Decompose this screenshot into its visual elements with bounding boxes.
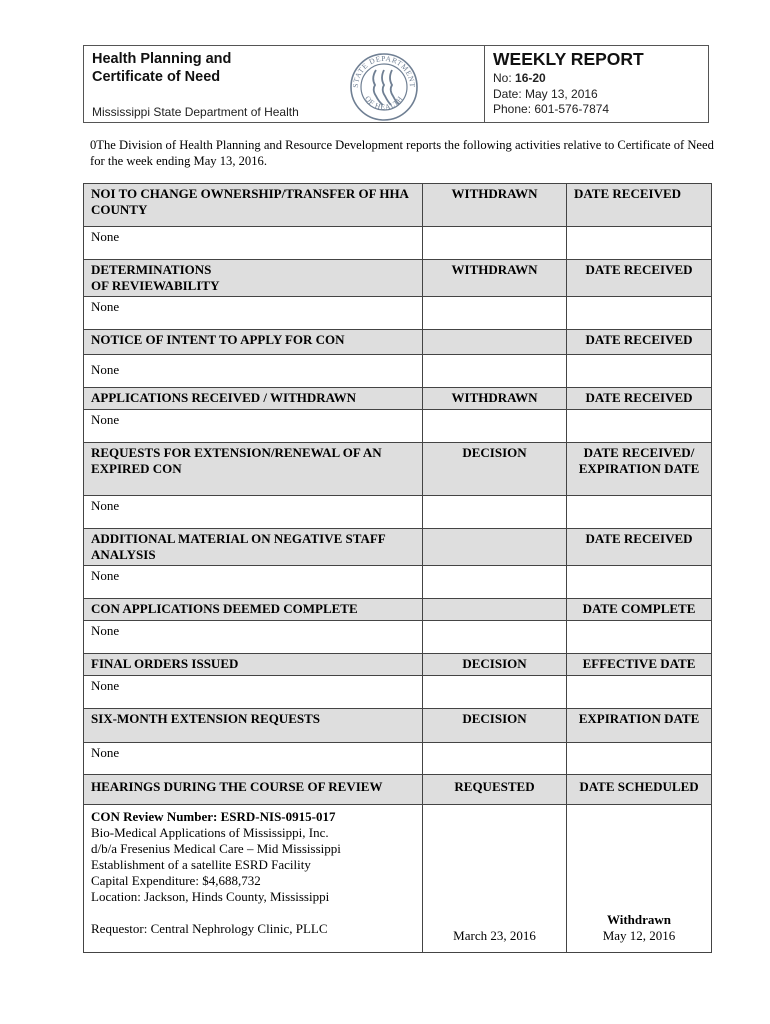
applicant-dba: d/b/a Fresenius Medical Care – Mid Mississippi (91, 841, 341, 856)
empty-cell (423, 297, 567, 330)
section-header-row (84, 529, 712, 566)
section-body-row (84, 410, 712, 443)
spacer (91, 905, 415, 921)
office-title-line2: Certificate of Need (92, 69, 221, 85)
empty-cell (423, 621, 567, 654)
section-col3-header: DATE RECEIVED/ EXPIRATION DATE (567, 443, 712, 496)
empty-cell (567, 496, 712, 529)
section-col3-header: DATE RECEIVED (567, 529, 712, 566)
section-header-row (84, 260, 712, 297)
report-header (83, 45, 709, 123)
section-col2-header: DECISION (423, 709, 567, 743)
state-health-seal-logo (349, 52, 419, 122)
requested-date: March 23, 2016 (423, 805, 567, 953)
empty-cell (423, 676, 567, 709)
section-title: SIX-MONTH EXTENSION REQUESTS (84, 709, 423, 743)
empty-cell (423, 410, 567, 443)
section-col3-header: DATE SCHEDULED (567, 775, 712, 805)
requestor: Requestor: Central Nephrology Clinic, PLLC (91, 921, 328, 936)
empty-cell (567, 566, 712, 599)
project-location: Location: Jackson, Hinds County, Mississippi (91, 889, 330, 904)
section-body-text: None (84, 566, 423, 599)
seal-text-top: STATE DEPARTMENT (350, 53, 418, 89)
section-body-row (84, 496, 712, 529)
section-body-text: None (84, 676, 423, 709)
section-title (84, 260, 423, 297)
section-title-line: OF REVIEWABILITY (91, 278, 220, 293)
section-body-text: None (84, 496, 423, 529)
empty-cell (567, 621, 712, 654)
section-col3-header: DATE RECEIVED (567, 260, 712, 297)
section-col2-header: WITHDRAWN (423, 184, 567, 227)
project-description: Establishment of a satellite ESRD Facility (91, 857, 311, 872)
section-body-row (84, 566, 712, 599)
empty-cell (423, 566, 567, 599)
section-body-row (84, 676, 712, 709)
empty-cell (567, 355, 712, 388)
section-col2-header (423, 529, 567, 566)
section-col2-header: REQUESTED (423, 775, 567, 805)
section-header-row (84, 599, 712, 621)
section-body-text: None (84, 410, 423, 443)
capital-expenditure: Capital Expenditure: $4,688,732 (91, 873, 261, 888)
section-header-row (84, 654, 712, 676)
activity-table (83, 183, 712, 953)
report-number (493, 71, 546, 85)
report-number-value: 16-20 (515, 71, 546, 85)
section-col2-header: WITHDRAWN (423, 388, 567, 410)
section-body-text: None (84, 227, 423, 260)
report-title: WEEKLY REPORT (493, 49, 644, 69)
department-name: Mississippi State Department of Health (92, 105, 299, 119)
intro-paragraph: 0The Division of Health Planning and Resource Development reports the following activities relative to Certificate of Need for the week ending May 13, 2016. (90, 138, 714, 168)
empty-cell (567, 410, 712, 443)
empty-cell (567, 227, 712, 260)
section-header-row (84, 184, 712, 227)
section-title: NOI TO CHANGE OWNERSHIP/TRANSFER OF HHA COUNTY (84, 184, 423, 227)
empty-cell (423, 227, 567, 260)
section-header-row (84, 330, 712, 355)
hearing-status-cell (567, 805, 712, 953)
section-title: REQUESTS FOR EXTENSION/RENEWAL OF AN EXPIRED CON (84, 443, 423, 496)
hearing-status: Withdrawn (606, 912, 672, 927)
section-header-row (84, 388, 712, 410)
section-title: FINAL ORDERS ISSUED (84, 654, 423, 676)
review-number: CON Review Number: ESRD-NIS-0915-017 (91, 809, 336, 824)
section-body-row (84, 227, 712, 260)
section-col2-header (423, 330, 567, 355)
section-header-row (84, 443, 712, 496)
section-title: NOTICE OF INTENT TO APPLY FOR CON (84, 330, 423, 355)
hearing-details (84, 805, 423, 953)
seal-text-bottom: OF HEALTH (363, 94, 405, 112)
section-body-row (84, 355, 712, 388)
section-title: APPLICATIONS RECEIVED / WITHDRAWN (84, 388, 423, 410)
section-col3-header: DATE RECEIVED (567, 184, 712, 227)
section-body-row (84, 743, 712, 775)
empty-cell (567, 676, 712, 709)
section-body-text: None (84, 297, 423, 330)
report-number-label: No: (493, 71, 512, 85)
section-body-text: None (84, 621, 423, 654)
section-body-row (84, 621, 712, 654)
section-title: CON APPLICATIONS DEEMED COMPLETE (84, 599, 423, 621)
section-title-line: DETERMINATIONS (91, 262, 212, 277)
hearing-status-date: May 12, 2016 (602, 928, 676, 943)
section-title: HEARINGS DURING THE COURSE OF REVIEW (84, 775, 423, 805)
section-header-row (84, 775, 712, 805)
section-col3-header: DATE RECEIVED (567, 388, 712, 410)
empty-cell (567, 297, 712, 330)
section-col3-header: DATE RECEIVED (567, 330, 712, 355)
header-right-panel (484, 46, 708, 122)
section-header-row (84, 709, 712, 743)
section-col3-header: DATE COMPLETE (567, 599, 712, 621)
section-title: ADDITIONAL MATERIAL ON NEGATIVE STAFF ANALYSIS (84, 529, 423, 566)
applicant-name: Bio-Medical Applications of Mississippi, Inc. (91, 825, 329, 840)
empty-cell (423, 743, 567, 775)
section-col2-header: DECISION (423, 443, 567, 496)
empty-cell (567, 743, 712, 775)
header-left-panel (84, 46, 484, 122)
office-title-line1: Health Planning and (92, 51, 232, 67)
section-body-row (84, 297, 712, 330)
section-body-text: None (84, 743, 423, 775)
section-col2-header: WITHDRAWN (423, 260, 567, 297)
section-col3-header: EFFECTIVE DATE (567, 654, 712, 676)
section-body-text: None (84, 355, 423, 388)
section-col2-header: DECISION (423, 654, 567, 676)
report-date: Date: May 13, 2016 (493, 87, 598, 101)
report-phone: Phone: 601-576-7874 (493, 102, 610, 116)
empty-cell (423, 496, 567, 529)
section-col3-header: EXPIRATION DATE (567, 709, 712, 743)
hearing-detail-row (84, 805, 712, 953)
empty-cell (423, 355, 567, 388)
section-col2-header (423, 599, 567, 621)
